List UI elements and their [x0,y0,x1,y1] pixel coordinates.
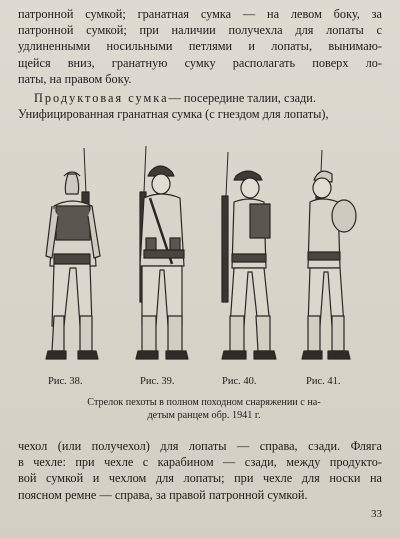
top-paragraph [18,6,382,87]
figure-labels [0,376,400,392]
page-number: 33 [371,508,382,520]
soldier-left-profile-figure [206,146,286,376]
spaced-term: Продуктовая сумка [34,91,169,105]
text-line: вой сумкой и чехлом для лопаты; при чехле для носки на [18,471,382,486]
figure-label: Рис. 39. [140,376,175,387]
figure-label: Рис. 38. [48,376,83,387]
illustrations [30,146,370,376]
figure-caption [44,396,364,422]
text-line: в чехле: при чехле с карабином — сзади, между продукто- [18,455,382,470]
text-fragment: — посередине талии, сзади. [168,91,316,105]
soldier-right-profile-figure [292,146,372,376]
text-line: поясном ремне — справа, за правой патронной сумкой. [18,487,308,502]
food-bag-paragraph [18,90,382,122]
text-line: Унифицированная гранатная сумка (с гнездом для лопаты), [18,107,329,122]
text-line: удлиненными носильными петлями и лопаты, вынимаю- [18,39,382,54]
soldier-back-figure [34,146,114,376]
caption-line: детым ранцем обр. 1941 г. [147,410,261,421]
figure-label: Рис. 40. [222,376,257,387]
text-line: патронной сумкой; при наличии получехла для лопаты с [18,23,382,38]
text-line: паты, на правом боку. [18,71,132,86]
text-line: чехол (или получехол) для лопаты — справа, сзади. Фляга [18,439,382,453]
bottom-paragraph [18,438,382,503]
figure-label: Рис. 41. [306,376,341,387]
soldier-front-figure [120,146,200,376]
text-line: патронной сумкой; гранатная сумка — на левом боку, за [18,7,382,21]
text-line: щейся вниз, гранатную сумку располагать поверх ло- [18,55,382,70]
text-line [18,90,382,106]
caption-line: Стрелок пехоты в полном походном снаряжении с на- [87,397,321,408]
